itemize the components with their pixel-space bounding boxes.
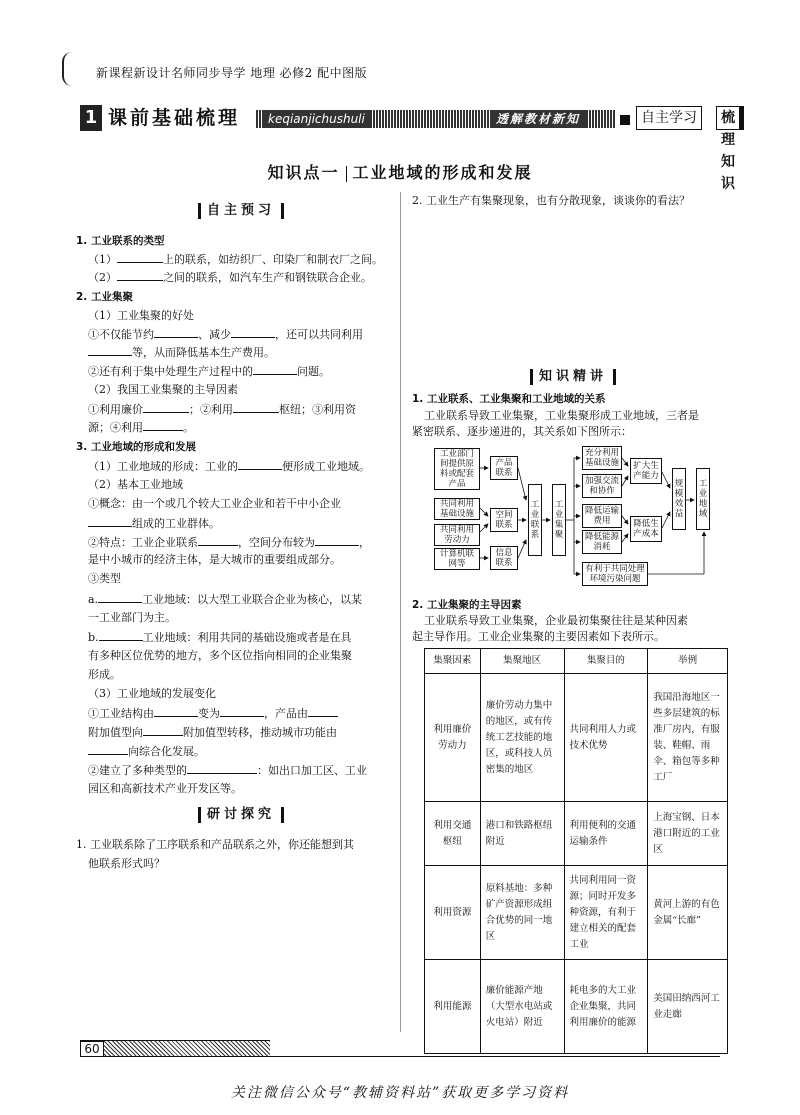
table-row — [425, 866, 728, 960]
box-cut-energy: 降低能源消耗 — [582, 530, 622, 554]
text-line: ②建立了多种类型的 ：如出口加工区、工业 — [88, 764, 367, 777]
fill-blank[interactable] — [154, 706, 198, 717]
table-cell: 利用廉价劳动力 — [425, 674, 481, 802]
text-line: 向综合化发展。 — [88, 744, 404, 759]
box-supply-parts: 工业部门间提供原料或配套产品 — [434, 448, 480, 490]
table-cell: 我国沿海地区一些多层建筑的标准厂房内，有服装、鞋帽、雨伞、箱包等多种工厂 — [648, 674, 728, 802]
relationship-diagram — [434, 440, 734, 590]
item-3-heading: 3. 工业地域的形成和发展 — [76, 441, 196, 453]
table-header: 集聚因素 — [425, 649, 481, 674]
banner-tag-review: 梳理知识 — [716, 106, 744, 130]
box-industrial-linkage: 工业联系 — [528, 484, 542, 556]
fill-blank[interactable] — [88, 345, 132, 356]
table-cell: 利用便利的交通运输条件 — [564, 802, 648, 866]
table-cell: 原料基地：多种矿产资源形成组合优势的同一地区 — [480, 866, 564, 960]
header-title: 新课程新设计名师同步导学 地理 必修2 配中图版 — [96, 66, 368, 80]
fill-blank[interactable] — [198, 535, 238, 546]
text-line: ①不仅能节约 、减少 ，还可以共同利用 — [88, 328, 363, 341]
fill-blank[interactable] — [143, 420, 183, 431]
text-line: a. 工业地域：以大型工业联合企业为核心，以某 — [88, 593, 363, 606]
text-line: 起主导作用。工业企业集聚的主要因素如下表所示。 — [412, 630, 665, 643]
page-number: 60 — [80, 1041, 104, 1057]
fill-blank[interactable] — [315, 535, 359, 546]
table-cell: 共同利用人力或技术优势 — [564, 674, 648, 802]
box-use-infra: 充分利用基础设施 — [582, 446, 622, 470]
table-cell: 共同利用同一资源；同时开发多种资源，有利于建立相关的配套工业 — [564, 866, 648, 960]
text-line: 是中小城市的经济主体，是大城市的重要组成部分。 — [88, 553, 341, 566]
text-line: （2）基本工业地域 — [88, 478, 183, 491]
text-line: ③类型 — [88, 572, 121, 585]
knowledge-point-title — [0, 160, 800, 183]
banner-square-icon — [620, 115, 630, 125]
question-1: 1. 工业联系除了工序联系和产品联系之外，你还能想到其 — [76, 838, 354, 851]
table-row — [425, 960, 728, 1054]
box-industrial-region: 工业地域 — [696, 468, 710, 530]
table-row — [425, 674, 728, 802]
page-number-strip — [80, 1040, 270, 1056]
table-cell: 利用资源 — [425, 866, 481, 960]
box-agglomeration: 工业集聚 — [552, 484, 566, 556]
table-cell: 廉价能源产地（大型水电站或火电站）附近 — [480, 960, 564, 1054]
table-header-row — [425, 649, 728, 674]
box-spatial-link: 空间联系 — [490, 508, 518, 532]
box-info-link: 信息联系 — [490, 546, 518, 570]
text-line: （1）工业集聚的好处 — [88, 309, 194, 322]
table-cell: 港口和铁路枢纽附近 — [480, 802, 564, 866]
table-header: 集聚目的 — [564, 649, 648, 674]
box-cooperation: 加强交流和协作 — [582, 474, 622, 498]
table-cell: 利用能源 — [425, 960, 481, 1054]
text-line: ②特点：工业企业联系 ，空间分布较为 ， — [88, 536, 370, 549]
text-line: b. 工业地域：利用共同的基础设施或者是在具 — [88, 631, 352, 644]
fill-blank[interactable] — [88, 744, 128, 755]
box-pollution: 有利于共同处理环境污染问题 — [582, 562, 648, 586]
table-cell: 上海宝钢、日本港口附近的工业区 — [648, 802, 728, 866]
fill-blank[interactable] — [154, 327, 198, 338]
banner-slogan: 透解教材新知 — [490, 110, 586, 128]
text-line: ①利用廉价 ；②利用 枢纽；③利用资 — [88, 403, 356, 416]
topic-2-heading: 2. 工业集聚的主导因素 — [412, 599, 522, 611]
table-cell: 黄河上游的有色金属“长廊” — [648, 866, 728, 960]
text-line: ①概念：由一个或几个较大工业企业和若干中小企业 — [88, 497, 341, 510]
table-cell: 耗电多的大工业企业集聚，共同利用廉价的能源 — [564, 960, 648, 1054]
section-knowledge-explain: 知识精讲 — [530, 369, 616, 385]
fill-blank[interactable] — [308, 706, 338, 717]
text-line: 组成的工业群体。 — [88, 516, 404, 531]
fill-blank[interactable] — [117, 252, 163, 263]
banner-pinyin: keqianjichushuli — [262, 110, 371, 128]
section-self-preview: 自主预习 — [198, 203, 284, 219]
agglomeration-factors-table — [424, 648, 728, 1054]
text-line: （2） 之间的联系，如汽车生产和钢铁联合企业。 — [88, 271, 372, 284]
table-cell: 廉价劳动力集中的地区，或有传统工艺技能的地区，或科技人员密集的地区 — [480, 674, 564, 802]
box-product-link: 产品联系 — [490, 456, 518, 480]
text-line: 工业联系导致工业集聚，工业集聚形成工业地域，三者是 — [424, 409, 699, 422]
table-header: 集聚地区 — [480, 649, 564, 674]
banner-number: 1 — [80, 105, 102, 131]
watermark-text: 关注微信公众号“教辅资料站”获取更多学习资料 — [230, 1085, 570, 1101]
text-line: 工业联系导致工业集聚，企业最初集聚往往是某种因素 — [424, 614, 688, 627]
knowledge-point-label: 知识点一 — [267, 163, 340, 182]
footer-rule — [80, 1056, 720, 1057]
topic-1-heading: 1. 工业联系、工业集聚和工业地域的关系 — [412, 393, 606, 405]
text-line: （2）我国工业集聚的主导因素 — [88, 383, 238, 396]
header-bracket — [62, 52, 72, 86]
box-cut-transport: 降低运输费用 — [582, 504, 622, 528]
text-line: ②还有利于集中处理生产过程中的 问题。 — [88, 365, 330, 378]
knowledge-point-name: 工业地域的形成和发展 — [352, 163, 533, 182]
text-line: 附加值型向 附加值型转移，推动城市功能由 — [88, 726, 337, 739]
fill-blank[interactable] — [187, 763, 257, 774]
text-line: （3）工业地域的发展变化 — [88, 687, 216, 700]
box-network: 计算机联网等 — [434, 548, 480, 570]
box-cut-cost: 降低生产成本 — [630, 516, 662, 542]
text-line: 园区和高新技术产业开发区等。 — [88, 782, 242, 795]
text-line: 有多种区位优势的地方，多个区位指向相同的企业集聚 — [88, 649, 352, 662]
banner-title: 课前基础梳理 — [108, 107, 241, 129]
fill-blank[interactable] — [253, 364, 297, 375]
fill-blank[interactable] — [143, 402, 189, 413]
text-line: 形成。 — [88, 668, 121, 681]
box-shared-infra: 共同利用基础设施 — [434, 498, 480, 520]
fill-blank[interactable] — [220, 706, 264, 717]
box-expand-capacity: 扩大生产能力 — [630, 458, 662, 484]
fill-blank[interactable] — [231, 327, 275, 338]
text-line: 紧密联系、逐步递进的，其关系如下图所示： — [412, 425, 632, 438]
item-2-heading: 2. 工业集聚 — [76, 291, 133, 303]
text-line: 源；④利用 。 — [88, 421, 194, 434]
box-shared-labor: 共同利用劳动力 — [434, 524, 480, 546]
table-cell: 利用交通枢纽 — [425, 802, 481, 866]
fill-blank[interactable] — [143, 725, 183, 736]
fill-blank[interactable] — [99, 630, 143, 641]
fill-blank[interactable] — [233, 402, 279, 413]
fill-blank[interactable] — [88, 516, 132, 527]
table-row — [425, 802, 728, 866]
section-discussion: 研讨探究 — [198, 807, 284, 823]
fill-blank[interactable] — [117, 270, 163, 281]
question-1-cont: 他联系形式吗？ — [88, 857, 165, 870]
fill-blank[interactable] — [238, 459, 282, 470]
text-line: （1）工业地域的形成：工业的 便形成工业地域。 — [88, 460, 370, 473]
table-header: 举例 — [648, 649, 728, 674]
item-1-heading: 1. 工业联系的类型 — [76, 235, 165, 247]
banner-tag-self-study: 自主学习 — [636, 106, 702, 130]
box-scale-benefit: 规模效益 — [672, 468, 686, 530]
text-line: （1） 上的联系，如纺织厂、印染厂和制衣厂之间。 — [88, 253, 383, 266]
fill-blank[interactable] — [98, 592, 142, 603]
table-cell: 美国田纳西河工业走廊 — [648, 960, 728, 1054]
title-divider — [346, 166, 347, 182]
text-line: 等，从而降低基本生产费用。 — [88, 345, 404, 360]
text-line: ①工业结构由 变为 ，产品由 — [88, 706, 404, 721]
question-2: 2. 工业生产有集聚现象，也有分散现象，谈谈你的看法？ — [412, 194, 690, 207]
text-line: 一工业部门为主。 — [88, 611, 176, 624]
